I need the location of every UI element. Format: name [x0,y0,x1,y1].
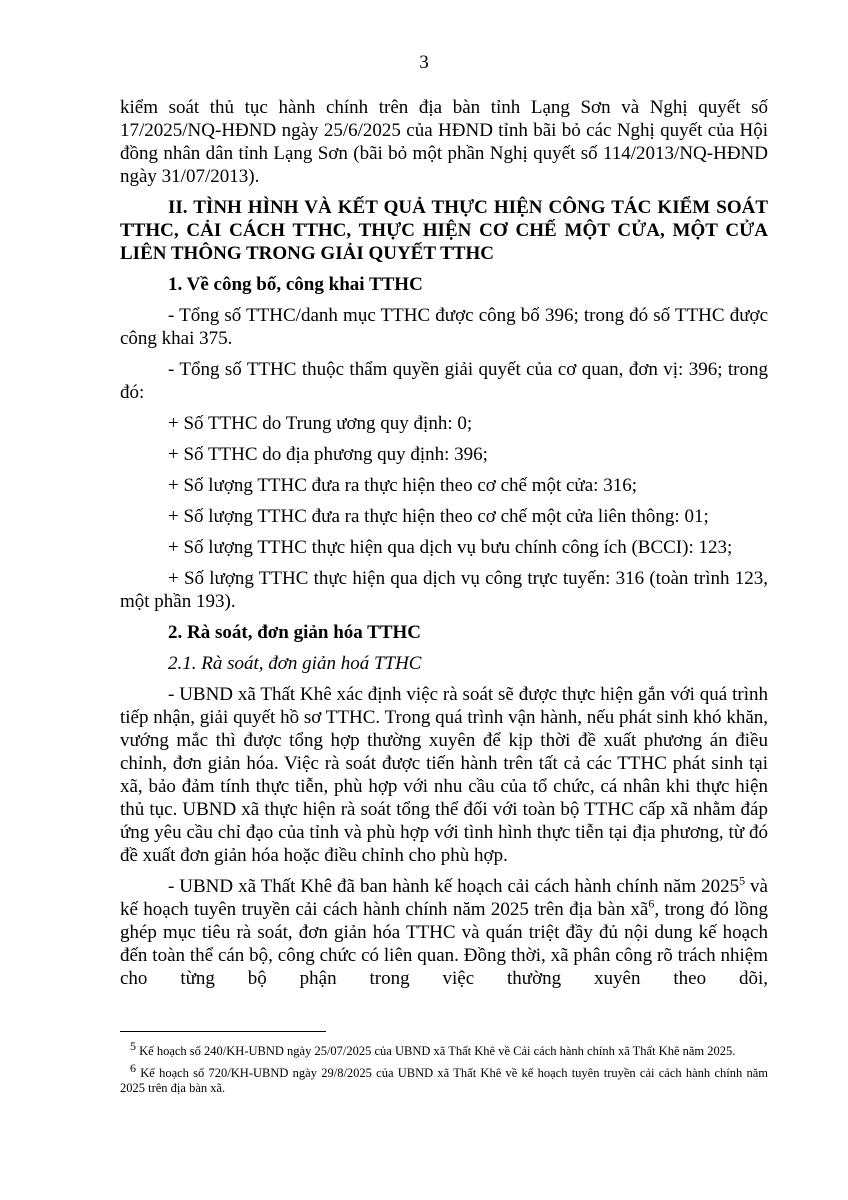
footnote-ref-6[interactable]: 6 [648,896,655,911]
section-heading: II. TÌNH HÌNH VÀ KẾT QUẢ THỰC HIỆN CÔNG TÁC KIỂM SOÁT TTHC, CẢI CÁCH TTHC, THỰC HIỆN CƠ CHẾ MỘT CỬA, MỘT CỬA LIÊN THÔNG TRONG GIẢI QUYẾT TTHC [120,197,768,264]
footnote-ref-5[interactable]: 5 [739,873,746,888]
subheading-1: 1. Về công bố, công khai TTHC [168,274,423,295]
page-number: 3 [419,52,429,73]
subheading-2: 2. Rà soát, đơn giản hóa TTHC [168,622,422,643]
list-item: + Số lượng TTHC thực hiện qua dịch vụ bưu chính công ích (BCCI): 123; [168,537,733,558]
list-item: + Số lượng TTHC đưa ra thực hiện theo cơ chế một cửa liên thông: 01; [168,506,709,527]
paragraph-plan [120,875,768,990]
footnote-6-text: Kế hoạch số 720/KH-UBND ngày 29/8/2025 của UBND xã Thất Khê về kế hoạch tuyên truyền cải cách hành chính năm 2025 trên địa bàn xã. [120,1066,768,1095]
paragraph-plan-part-3: , trong đó lồng ghép mục tiêu rà soát, đơn giản hóa TTHC và quán triệt đầy đủ nội dung kế hoạch đến toàn thể cán bộ, công chức có liên quan. Đồng thời, xã phân công rõ trách nhiệm cho từng bộ phận trong việc thường xuyên theo dõi, [120,899,769,989]
footnotes [120,1038,768,1103]
paragraph-review: - UBND xã Thất Khê xác định việc rà soát sẽ được thực hiện gắn với quá trình tiếp nhận, giải quyết hồ sơ TTHC. Trong quá trình vận hành, nếu phát sinh khó khăn, vướng mắc thì được tổng hợp thường xuyên để kịp thời đề xuất phương án điều chỉnh, đơn giản hóa. Việc rà soát được tiến hành trên tất cả các TTHC phát sinh tại xã, bảo đảm tính thực tiễn, phù hợp với nhu cầu của tổ chức, cá nhân khi thực hiện thủ tục. UBND xã thực hiện rà soát tổng thể đối với toàn bộ TTHC cấp xã nhằm đáp ứng yêu cầu chỉ đạo của tỉnh và phù hợp với tình hình thực tiễn tại địa phương, từ đó đề xuất đơn giản hóa hoặc điều chỉnh cho phù hợp. [120,684,768,866]
paragraph-plan-part-1: - UBND xã Thất Khê đã ban hành kế hoạch cải cách hành chính năm 2025 [168,876,740,897]
footnote-5-number: 5 [130,1038,136,1053]
paragraph-total-procedures: - Tổng số TTHC/danh mục TTHC được công bố 396; trong đó số TTHC được công khai 375. [120,305,768,349]
list-item: + Số lượng TTHC đưa ra thực hiện theo cơ chế một cửa: 316; [168,475,637,496]
body-text [120,96,768,998]
list-item: + Số TTHC do địa phương quy định: 396; [168,444,488,465]
paragraph-authority-procedures: - Tổng số TTHC thuộc thẩm quyền giải quyết của cơ quan, đơn vị: 396; trong đó: [120,359,768,403]
footnote-separator [120,1031,326,1032]
list-item: + Số lượng TTHC thực hiện qua dịch vụ công trực tuyến: 316 (toàn trình 123, một phần 193). [120,568,768,612]
paragraph-continuation: kiểm soát thủ tục hành chính trên địa bàn tỉnh Lạng Sơn và Nghị quyết số 17/2025/NQ-HĐND ngày 25/6/2025 của HĐND tỉnh bãi bỏ các Nghị quyết của Hội đồng nhân dân tỉnh Lạng Sơn (bãi bỏ một phần Nghị quyết số 114/2013/NQ-HĐND ngày 31/07/2013). [120,97,768,187]
footnote-5-text: Kế hoạch số 240/KH-UBND ngày 25/07/2025 của UBND xã Thất Khê về Cải cách hành chính xã Thất Khê năm 2025. [136,1044,736,1058]
subheading-2-1: 2.1. Rà soát, đơn giản hoá TTHC [168,653,422,674]
footnote-6 [120,1060,768,1096]
list-item: + Số TTHC do Trung ương quy định: 0; [168,413,473,434]
paragraph-plan-part-2: và kế hoạch tuyên truyền cải cách hành chính năm 2025 trên địa bàn xã [120,876,768,920]
footnote-6-number: 6 [130,1060,136,1075]
footnote-5 [120,1038,768,1059]
